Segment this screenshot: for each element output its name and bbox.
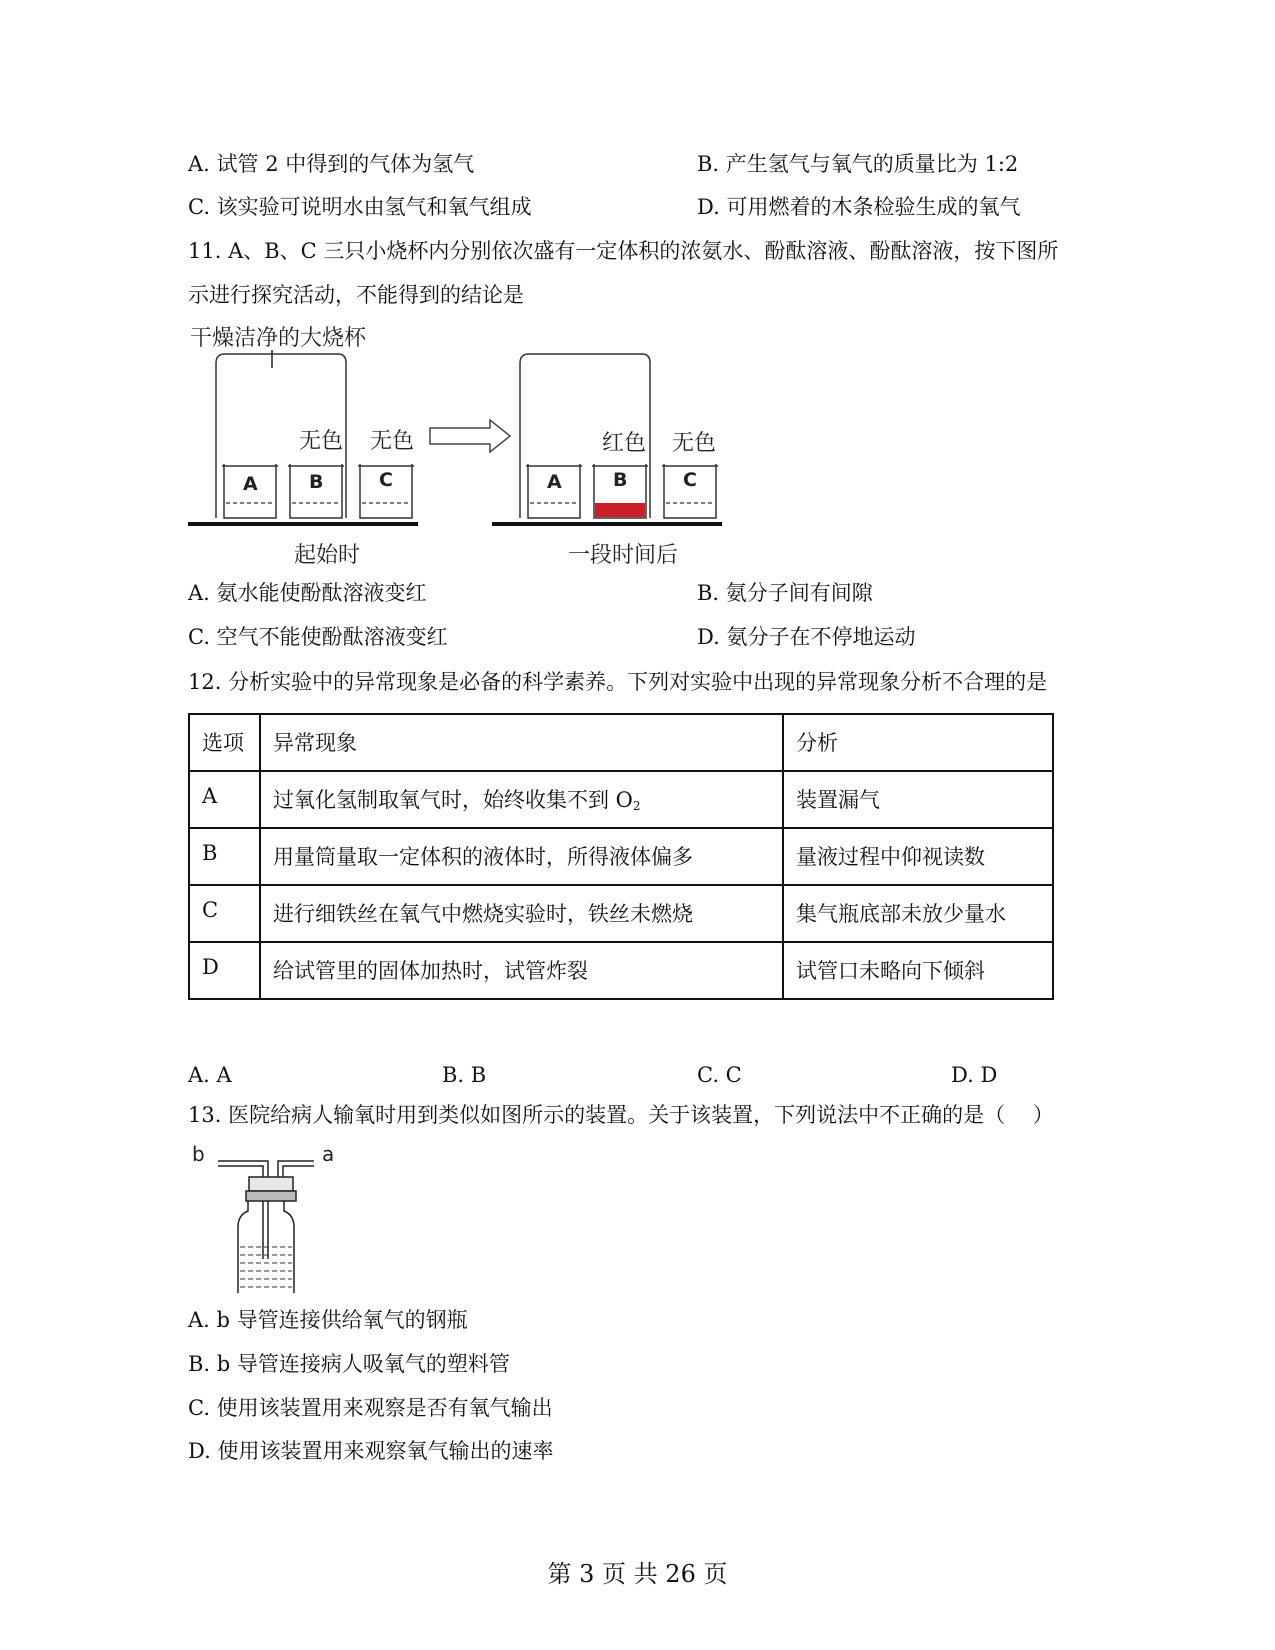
header-phenomenon: 异常现象 — [260, 714, 783, 771]
row-analysis: 装置漏气 — [783, 771, 1053, 828]
q13-option-c: C. 使用该装置用来观察是否有氧气输出 — [188, 1396, 553, 1420]
page-footer: 第 3 页 共 26 页 — [547, 1560, 728, 1588]
q10-option-b: B. 产生氢气与氧气的质量比为 1:2 — [697, 152, 1019, 176]
q11-option-d: D. 氨分子在不停地运动 — [697, 625, 916, 649]
row-phenomenon: 给试管里的固体加热时，试管炸裂 — [260, 942, 783, 999]
tube-label-b: b — [192, 1143, 205, 1166]
q11-beaker-figure — [180, 318, 760, 570]
q11-stem-line2: 示进行探究活动，不能得到的结论是 — [188, 283, 524, 307]
row-option: C — [189, 885, 260, 942]
q13-bottle-figure — [186, 1143, 336, 1293]
q12-stem: 12. 分析实验中的异常现象是必备的科学素养。下列对实验中出现的异常现象分析不合理的是 — [188, 670, 1048, 694]
q12-option-d: D. D — [951, 1063, 998, 1087]
header-option: 选项 — [189, 714, 260, 771]
start-color-b: 无色 — [299, 429, 344, 454]
end-beaker-a: A — [547, 471, 562, 493]
q11-option-a: A. 氨水能使酚酞溶液变红 — [188, 581, 427, 605]
table-row — [189, 828, 1053, 885]
row-analysis: 集气瓶底部未放少量水 — [783, 885, 1053, 942]
end-color-b: 红色 — [602, 431, 647, 456]
red-solution — [595, 503, 645, 517]
q13-stem: 13. 医院给病人输氧时用到类似如图所示的装置。关于该装置，下列说法中不正确的是（ ） — [188, 1103, 1054, 1127]
q11-option-c: C. 空气不能使酚酞溶液变红 — [188, 625, 448, 649]
row-phenomenon: 过氧化氢制取氧气时，始终收集不到 $O_2$ — [260, 771, 783, 828]
row-option: D — [189, 942, 260, 999]
q13-option-a: A. b 导管连接供给氧气的钢瓶 — [188, 1308, 468, 1332]
start-caption: 起始时 — [294, 543, 361, 568]
table-header-row — [189, 714, 1053, 771]
q13-option-b: B. b 导管连接病人吸氧气的塑料管 — [188, 1352, 510, 1376]
q10-option-a: A. 试管 2 中得到的气体为氢气 — [188, 152, 475, 176]
end-beaker-b: B — [613, 469, 628, 491]
tube-label-a: a — [322, 1143, 335, 1166]
q12-option-c: C. C — [697, 1063, 742, 1087]
end-caption: 一段时间后 — [568, 543, 679, 568]
table-row — [189, 942, 1053, 999]
end-color-c: 无色 — [672, 431, 717, 456]
q11-stem-line1: 11. A、B、C 三只小烧杯内分别依次盛有一定体积的浓氨水、酚酞溶液、酚酞溶液，按下图所 — [188, 239, 1059, 263]
table-row — [189, 771, 1053, 828]
row-phenomenon: 进行细铁丝在氧气中燃烧实验时，铁丝未燃烧 — [260, 885, 783, 942]
row-phenomenon: 用量筒量取一定体积的液体时，所得液体偏多 — [260, 828, 783, 885]
q10-option-d: D. 可用燃着的木条检验生成的氧气 — [697, 195, 1021, 219]
q13-option-d: D. 使用该装置用来观察氧气输出的速率 — [188, 1439, 554, 1463]
q12-option-a: A. A — [188, 1063, 232, 1087]
row-analysis: 试管口未略向下倾斜 — [783, 942, 1053, 999]
row-option: B — [189, 828, 260, 885]
q11-option-b: B. 氨分子间有间隙 — [697, 581, 873, 605]
start-beaker-b: B — [309, 471, 324, 493]
q12-option-b: B. B — [442, 1063, 487, 1087]
q12-table — [188, 713, 1054, 1000]
table-row — [189, 885, 1053, 942]
row-analysis: 量液过程中仰视读数 — [783, 828, 1053, 885]
end-beaker-c: C — [683, 469, 697, 491]
row-option: A — [189, 771, 260, 828]
start-beaker-c: C — [379, 469, 393, 491]
header-analysis: 分析 — [783, 714, 1053, 771]
start-color-c: 无色 — [370, 429, 415, 454]
big-beaker-label: 干燥洁净的大烧杯 — [190, 326, 367, 351]
q10-option-c: C. 该实验可说明水由氢气和氧气组成 — [188, 195, 532, 219]
start-beaker-a: A — [243, 473, 258, 495]
